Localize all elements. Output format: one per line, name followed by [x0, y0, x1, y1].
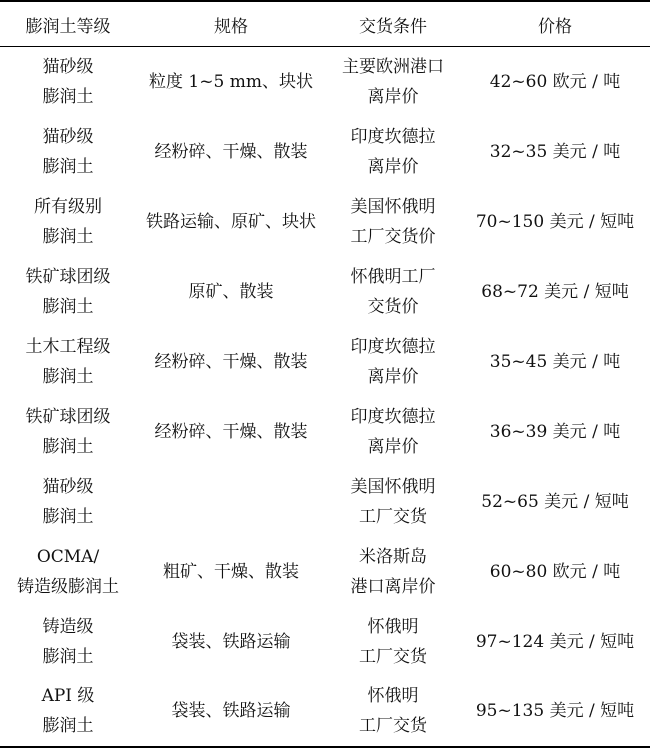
- price-cell: 42~60 欧元 / 吨: [489, 71, 621, 92]
- grade-cell: [0, 117, 136, 187]
- grade-line-1: 所有级别: [34, 196, 102, 217]
- grade-line-1: 猫砂级: [42, 126, 94, 147]
- delivery-line-1: 印度坎德拉: [350, 336, 436, 357]
- grade-line-2: 膨润土: [42, 366, 94, 387]
- grade-cell: [0, 537, 136, 607]
- grade-line-2: 膨润土: [42, 86, 94, 107]
- delivery-line-2: 离岸价: [367, 86, 419, 107]
- grade-line-2: 膨润土: [42, 436, 94, 457]
- table-row: [0, 187, 650, 257]
- grade-cell: [0, 677, 136, 747]
- grade-line-1: OCMA/: [36, 546, 100, 567]
- spec-cell: [136, 467, 326, 537]
- grade-line-1: 猫砂级: [42, 476, 94, 497]
- delivery-line-1: 米洛斯岛: [359, 546, 427, 567]
- delivery-cell: [326, 397, 460, 467]
- grade-line-1: 铁矿球团级: [25, 406, 111, 427]
- delivery-cell: [326, 47, 460, 117]
- table-row: [0, 467, 650, 537]
- price-cell: 36~39 美元 / 吨: [489, 421, 621, 442]
- price-cell: 60~80 欧元 / 吨: [489, 561, 621, 582]
- delivery-line-1: 印度坎德拉: [350, 126, 436, 147]
- delivery-line-2: 工厂交货: [359, 646, 427, 667]
- header-spec: 规格: [136, 1, 326, 47]
- delivery-line-2: 工厂交货: [359, 716, 427, 736]
- delivery-cell: [326, 677, 460, 747]
- spec-cell: 经粉碎、干燥、散装: [154, 421, 308, 442]
- delivery-cell: [326, 257, 460, 327]
- table-row: [0, 397, 650, 467]
- spec-cell: 粗矿、干燥、散装: [163, 561, 299, 582]
- delivery-cell: [326, 327, 460, 397]
- delivery-line-2: 港口离岸价: [350, 576, 436, 597]
- delivery-line-1: 美国怀俄明: [350, 476, 436, 497]
- delivery-line-1: 美国怀俄明: [350, 196, 436, 217]
- price-cell: 95~135 美元 / 短吨: [475, 701, 635, 721]
- delivery-line-1: 主要欧洲港口: [342, 56, 444, 77]
- header-grade: 膨润土等级: [0, 1, 136, 47]
- delivery-line-2: 离岸价: [367, 156, 419, 177]
- header-delivery: 交货条件: [326, 1, 460, 47]
- table-row: [0, 327, 650, 397]
- grade-line-1: 铸造级: [42, 616, 94, 637]
- delivery-cell: [326, 467, 460, 537]
- grade-line-2: 铸造级膨润土: [17, 576, 119, 597]
- grade-line-2: 膨润土: [42, 506, 94, 527]
- delivery-line-1: 怀俄明: [367, 686, 419, 706]
- grade-cell: [0, 327, 136, 397]
- grade-line-2: 膨润土: [42, 156, 94, 177]
- price-cell: 35~45 美元 / 吨: [489, 351, 621, 372]
- delivery-line-2: 工厂交货价: [350, 226, 436, 247]
- spec-cell: 粒度 1~5 mm、块状: [149, 71, 313, 92]
- table-row: [0, 537, 650, 607]
- grade-line-2: 膨润土: [42, 296, 94, 317]
- grade-line-1: 土木工程级: [25, 336, 111, 357]
- table-row: [0, 677, 650, 747]
- table-row: [0, 47, 650, 117]
- grade-cell: [0, 397, 136, 467]
- spec-cell: 袋装、铁路运输: [171, 701, 291, 721]
- grade-line-2: 膨润土: [42, 646, 94, 667]
- grade-cell: [0, 607, 136, 677]
- delivery-line-2: 交货价: [367, 296, 419, 317]
- spec-cell: 原矿、散装: [188, 281, 274, 302]
- grade-line-1: 猫砂级: [42, 56, 94, 77]
- grade-line-1: API 级: [41, 686, 95, 706]
- price-cell: 68~72 美元 / 短吨: [481, 281, 629, 302]
- price-cell: 52~65 美元 / 短吨: [481, 491, 629, 512]
- spec-cell: 袋装、铁路运输: [171, 631, 291, 652]
- delivery-cell: [326, 117, 460, 187]
- delivery-line-2: 离岸价: [367, 366, 419, 387]
- spec-cell: 经粉碎、干燥、散装: [154, 141, 308, 162]
- grade-cell: [0, 257, 136, 327]
- grade-line-1: 铁矿球团级: [25, 266, 111, 287]
- delivery-line-1: 印度坎德拉: [350, 406, 436, 427]
- price-cell: 70~150 美元 / 短吨: [475, 211, 635, 232]
- delivery-cell: [326, 537, 460, 607]
- header-price: 价格: [460, 1, 650, 47]
- table-row: [0, 117, 650, 187]
- price-cell: 32~35 美元 / 吨: [489, 141, 621, 162]
- header-row: [0, 1, 650, 47]
- grade-cell: [0, 47, 136, 117]
- delivery-line-1: 怀俄明: [367, 616, 419, 637]
- delivery-line-2: 离岸价: [367, 436, 419, 457]
- grade-cell: [0, 467, 136, 537]
- table-row: [0, 607, 650, 677]
- delivery-cell: [326, 187, 460, 257]
- grade-line-2: 膨润土: [42, 716, 94, 736]
- grade-cell: [0, 187, 136, 257]
- grade-line-2: 膨润土: [42, 226, 94, 247]
- delivery-line-2: 工厂交货: [359, 506, 427, 527]
- delivery-line-1: 怀俄明工厂: [350, 266, 436, 287]
- price-cell: 97~124 美元 / 短吨: [475, 631, 635, 652]
- spec-cell: 经粉碎、干燥、散装: [154, 351, 308, 372]
- table-row: [0, 257, 650, 327]
- delivery-cell: [326, 607, 460, 677]
- spec-cell: 铁路运输、原矿、块状: [146, 211, 316, 232]
